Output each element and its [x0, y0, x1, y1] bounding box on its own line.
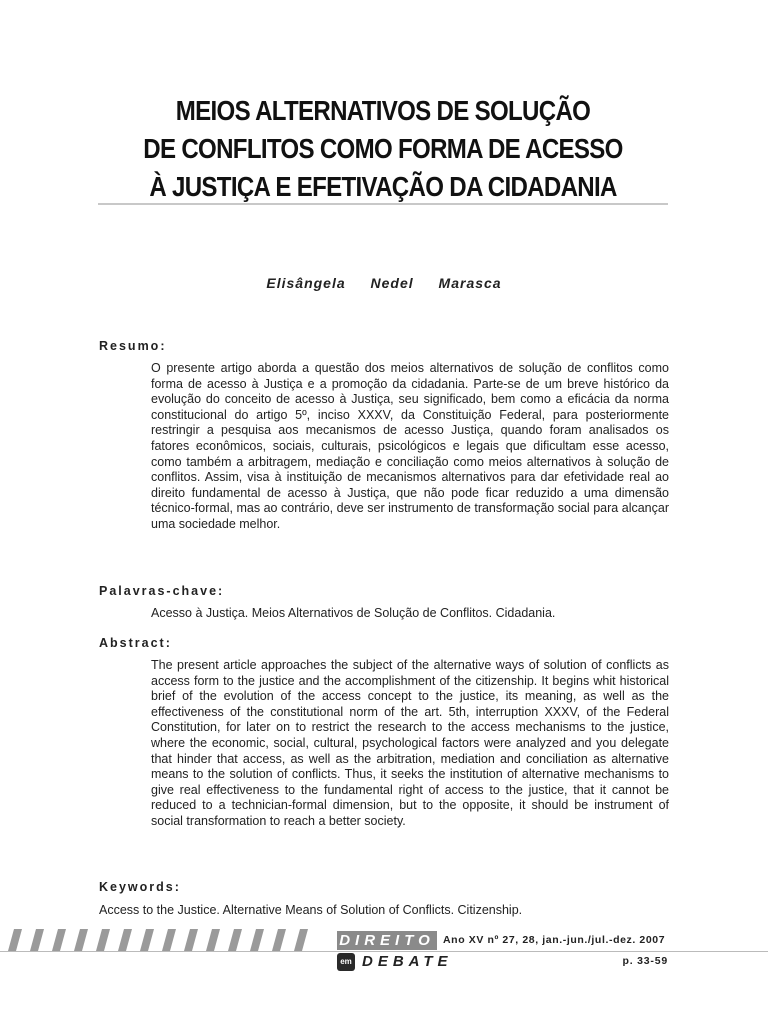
title-line-1: MEIOS ALTERNATIVOS DE SOLUÇÃO: [175, 95, 591, 126]
article-title: [98, 92, 668, 206]
issue-info: Ano XV nº 27, 28, jan.-jun./jul.-dez. 2007: [443, 934, 666, 946]
abstract-heading: Abstract:: [99, 636, 172, 650]
journal-logo-debate: DEBATE: [362, 953, 453, 970]
title-line-3: À JUSTIÇA E EFETIVAÇÃO DA CIDADANIA: [149, 171, 617, 202]
abstract-text: The present article approaches the subject of the alternative ways of solution of conflicts as access form to the justice and the accomplishment of the citizenship. It begins whit historical brief of the evolution of the access concept to the justice, its meaning, as well as the effectiveness of the constitutional norm of the art. 5th, interruption XXXV, of the Federal Constitution, for later on to restrict the research to the access mechanisms to the justice, where the economic, social, cultural, psychological factors were analyzed and you delegate that hinder that access, as well as the arbitration, mediation and conciliation as alternative means to the solution of conflicts. Thus, it seeks the institution of alternative mechanisms to give real effectiveness to the fundamental right of access to the justice, that it cannot be reduced to a technician-formal dimension, but to the opposite, it should be instrument of social transformation to reach a better society.: [151, 658, 669, 828]
title-divider: [98, 203, 668, 205]
title-line-2: DE CONFLITOS COMO FORMA DE ACESSO: [143, 133, 623, 164]
journal-logo-em: em: [337, 953, 355, 971]
palavras-chave-heading: Palavras-chave:: [99, 584, 225, 598]
keywords-heading: Keywords:: [99, 880, 181, 894]
keywords-text: Access to the Justice. Alternative Means of Solution of Conflicts. Citizenship.: [99, 903, 523, 917]
page-range: p. 33-59: [622, 955, 668, 967]
resumo-text: O presente artigo aborda a questão dos meios alternativos de solução de conflitos como forma de acesso à Justiça e a promoção da cidadania. Parte-se de um breve histórico da evolução do conceito de acesso à Justiça, seu significado, bem como a eficácia da norma constitucional do artigo 5º, inciso XXXV, da Constituição Federal, para posteriormente restringir a pesquisa aos mecanismos de acesso Justiça, quando foram analisados os fatores econômicos, sociais, culturais, psicológicos e legais que dificultam esse acesso, como também a arbitragem, mediação e conciliação como meios alternativos à solução de conflitos. Assim, visa à instituição de mecanismos alternativos para dar efetividade real ao direito fundamental de acesso à Justiça, que não pode ficar reduzido a uma dimensão técnico-formal, mas ao contrário, deve ser instrumento de transformação social para alcançar uma sociedade melhor.: [151, 361, 669, 531]
palavras-chave-text: Acesso à Justiça. Meios Alternativos de Solução de Conflitos. Cidadania.: [151, 606, 556, 620]
resumo-heading: Resumo:: [99, 339, 167, 353]
footer-stripe-decoration: [0, 929, 340, 951]
author-name: Elisângela Nedel Marasca: [266, 275, 502, 291]
journal-logo-direito: DIREITO: [337, 931, 437, 950]
